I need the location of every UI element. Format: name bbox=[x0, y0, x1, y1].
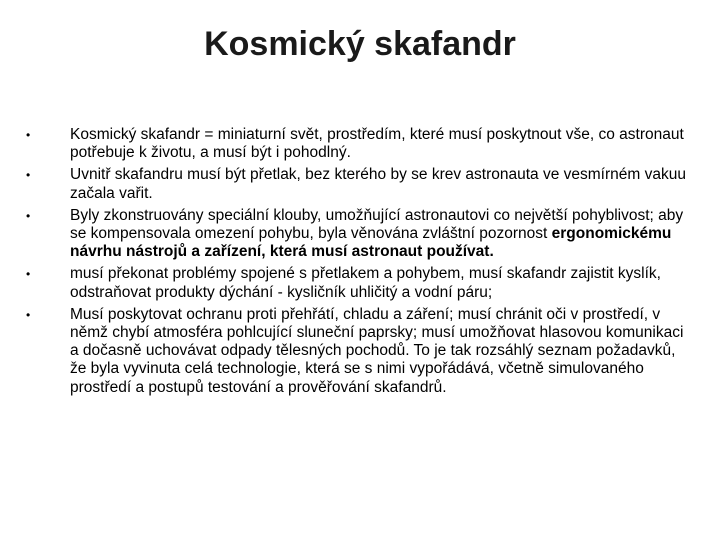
bullet-text: Byly zkonstruovány speciální klouby, umožňující astronautovi co největší pohyblivost; aby se kompensovala omezení pohybu, byla věnována zvláštní pozornost bbox=[70, 206, 684, 243]
bullet-text: Uvnitř skafandru musí být přetlak, bez kterého by se krev astronauta ve vesmírném vakuu začala vařit. bbox=[70, 166, 686, 202]
bullet-item bbox=[26, 265, 696, 301]
bullet-text: Kosmický skafandr = miniaturní svět, prostředím, které musí poskytnout vše, co astronaut potřebuje k životu, a musí být i pohodlný. bbox=[70, 126, 684, 162]
bullet-item bbox=[26, 166, 696, 202]
bullet-dot-icon: • bbox=[26, 168, 31, 183]
bullet-text: musí překonat problémy spojené s přetlakem a pohybem, musí skafandr zajistit kyslík, odstraňovat produkty dýchání - kysličník uhličitý a vodní páru; bbox=[70, 265, 661, 301]
bullet-dot-icon: • bbox=[26, 128, 31, 142]
bullet-list bbox=[26, 126, 696, 401]
bullet-item bbox=[26, 306, 696, 397]
bullet-dot-icon: • bbox=[26, 307, 31, 322]
bullet-text-bold: ergonomickému návrhu nástrojů a zařízení, která musí astronaut používat. bbox=[70, 225, 672, 261]
bullet-item bbox=[26, 126, 696, 162]
bullet-item bbox=[26, 207, 696, 262]
bullet-dot-icon: • bbox=[26, 208, 31, 223]
bullet-text: Musí poskytovat ochranu proti přehřátí, chladu a záření; musí chránit oči v prostředí, v němž chybí atmosféra pohlcující sluneční paprsky; musí umožňovat hlasovou komunikaci a dočasně uchovávat odpady tělesných pochodů. To je tak rozsáhlý seznam požadavků, že byla vyvinuta celá technologie, která se s nimi vypořádává, včetně simulovaného prostředí a postupů testování a prověřování skafandrů. bbox=[70, 305, 684, 396]
bullet-dot-icon: • bbox=[26, 267, 31, 282]
slide-title: Kosmický skafandr bbox=[204, 25, 516, 63]
